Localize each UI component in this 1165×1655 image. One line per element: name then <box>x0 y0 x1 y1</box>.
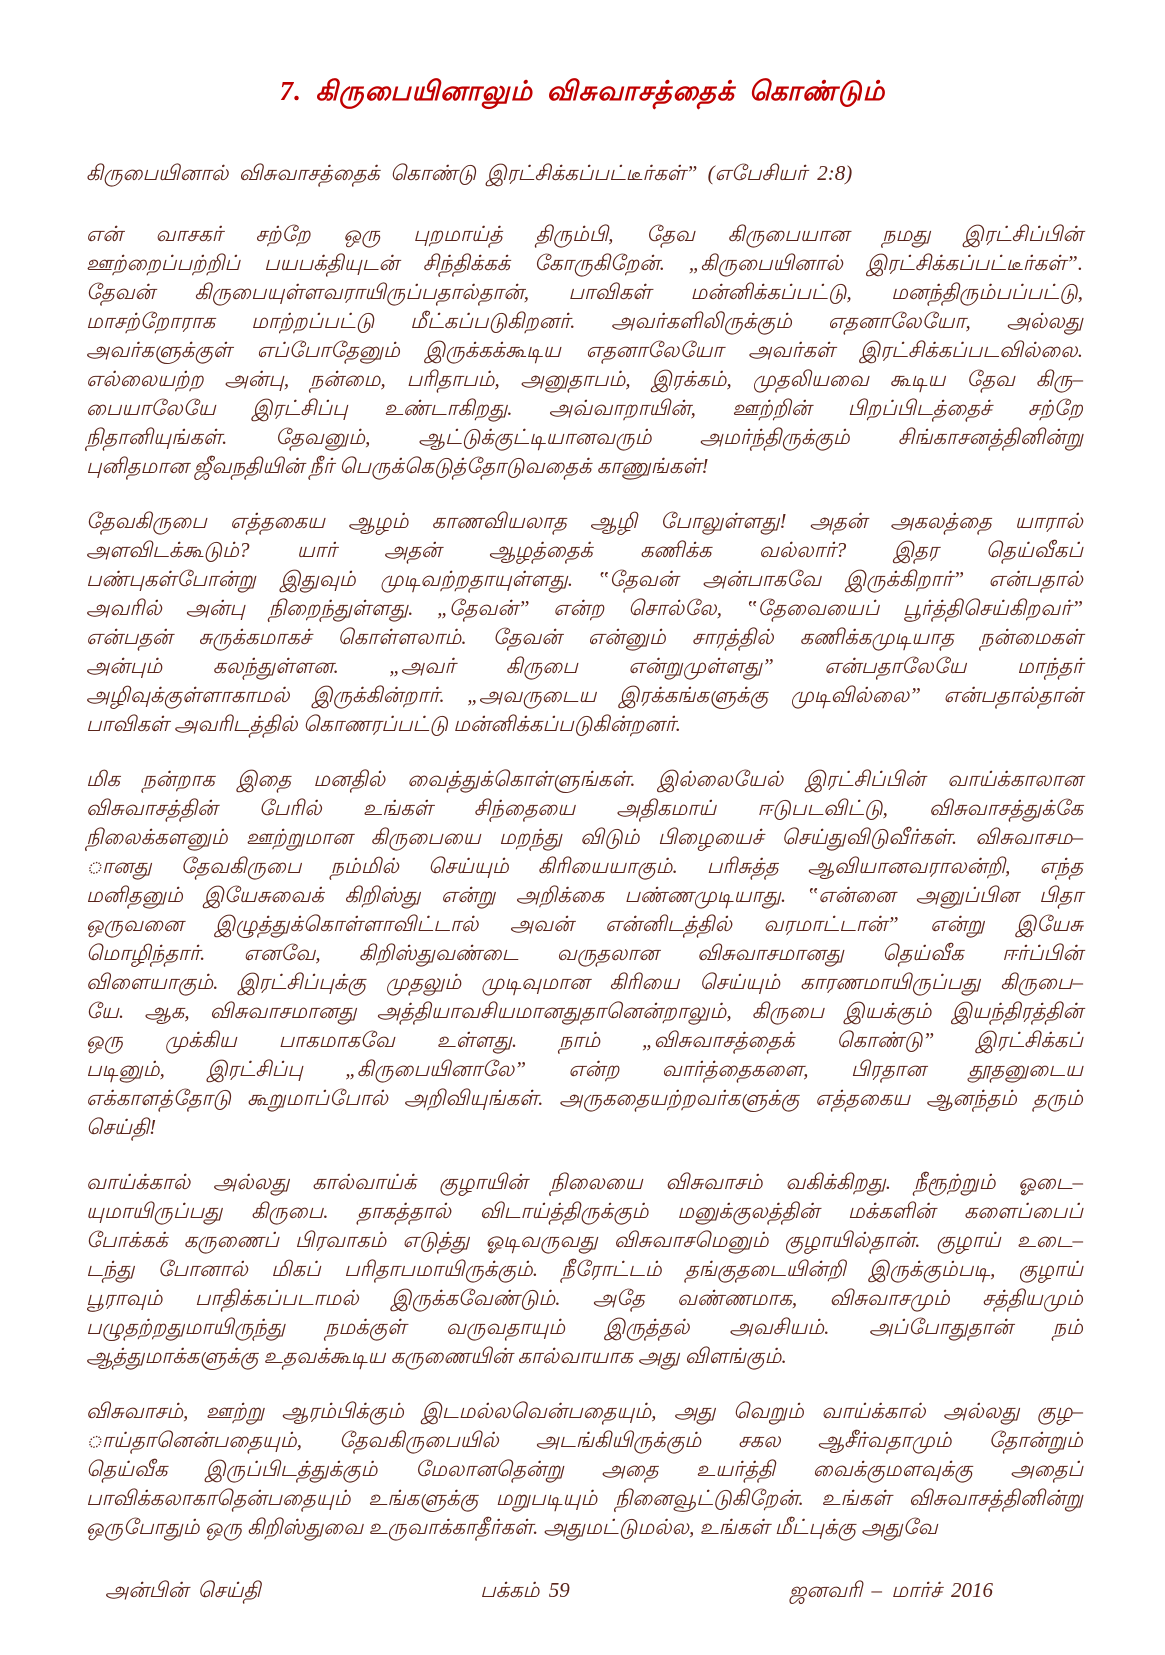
text-line: ஒருபோதும் ஒரு கிறிஸ்துவை உருவாக்காதீர்கள். அதுமட்டுமல்ல, உங்கள் மீட்புக்கு அதுவே <box>86 1515 938 1539</box>
text-line: எக்காளத்தோடு கூறுமாப்போல் அறிவியுங்கள். அருகதையற்றவர்களுக்கு எத்தகைய ஆனந்தம் தரும் <box>86 1086 1083 1110</box>
text-line: ஒரு முக்கிய பாகமாகவே உள்ளது. நாம் „விசுவாசத்தைக் கொண்டு” இரட்சிக்கப் <box>86 1028 1083 1052</box>
text-line: ாய்தானென்பதையும், தேவகிருபையில் அடங்கியிருக்கும் சகல ஆசீர்வதாமும் தோன்றும் <box>86 1428 1083 1452</box>
text-line: பூராவும் பாதிக்கப்படாமல் இருக்கவேண்டும். அதே வண்ணமாக, விசுவாசமும் சத்தியமும் <box>86 1286 1083 1310</box>
text-line: ஆத்துமாக்களுக்கு உதவக்கூடிய கருணையின் கால்வாயாக அது விளங்கும். <box>86 1344 787 1368</box>
text-line: தேவகிருபை எத்தகைய ஆழம் காணவியலாத ஆழி போலுள்ளது! அதன் அகலத்தை யாரால் <box>86 509 1083 533</box>
text-line: தேவன் கிருபையுள்ளவராயிருப்பதால்தான், பாவிகள் மன்னிக்கப்பட்டு, மனந்திரும்பப்பட்டு, <box>86 280 1083 304</box>
footer-page-number: பக்கம் 59 <box>480 1578 570 1602</box>
text-line: அளவிடக்கூடும்? யார் அதன் ஆழத்தைக் கணிக்க வல்லார்? இதர தெய்வீகப் <box>86 538 1083 562</box>
text-line: படினும், இரட்சிப்பு „கிருபையினாலே” என்ற வார்த்தைகளை, பிரதான தூதனுடைய <box>86 1057 1083 1081</box>
footer-issue-date: ஜனவரி – மார்ச் 2016 <box>789 1578 993 1602</box>
paragraph <box>86 1168 1083 1371</box>
text-line: புனிதமான ஜீவநதியின் நீர் பெருக்கெடுத்தோடுவதைக் காணுங்கள்! <box>86 454 709 478</box>
page-title: 7. கிருபையினாலும் விசுவாசத்தைக் கொண்டும் <box>279 76 886 106</box>
text-line: ஊற்றைப்பற்றிப் பயபக்தியுடன் சிந்திக்கக் கோருகிறேன். „கிருபையினால் இரட்சிக்கப்பட்டீர்கள்”. <box>86 251 1083 275</box>
text-line: மனிதனும் இயேசுவைக் கிறிஸ்து என்று அறிக்கை பண்ணமுடியாது. ‟என்னை அனுப்பின பிதா <box>86 883 1083 907</box>
text-line: பையாலேயே இரட்சிப்பு உண்டாகிறது. அவ்வாறாயின், ஊற்றின் பிறப்பிடத்தைச் சற்றே <box>86 396 1083 420</box>
paragraph <box>86 220 1083 481</box>
paragraph <box>86 1397 1083 1542</box>
text-line: நிதானியுங்கள். தேவனும், ஆட்டுக்குட்டியானவரும் அமர்ந்திருக்கும் சிங்காசனத்தினின்று <box>86 425 1083 449</box>
document-body <box>86 220 1083 1542</box>
scripture-quote: கிருபையினால் விசுவாசத்தைக் கொண்டு இரட்சிக்கப்பட்டீர்கள்” (எபேசியர் 2:8) <box>86 161 853 185</box>
text-line: மொழிந்தார். எனவே, கிறிஸ்துவண்டை வருதலான விசுவாசமானது தெய்வீக ஈர்ப்பின் <box>86 941 1083 965</box>
text-line: அவரில் அன்பு நிறைந்துள்ளது. „தேவன்” என்ற சொல்லே, ‟தேவையைப் பூர்த்திசெய்கிறவர்” <box>86 596 1083 620</box>
text-line: போக்கக் கருணைப் பிரவாகம் எடுத்து ஓடிவருவது விசுவாசமெனும் குழாயில்தான். குழாய் உடை– <box>86 1228 1083 1252</box>
text-line: அழிவுக்குள்ளாகாமல் இருக்கின்றார். „அவருடைய இரக்கங்களுக்கு முடிவில்லை” என்பதால்தான் <box>86 683 1083 707</box>
text-line: என் வாசகர் சற்றே ஒரு புறமாய்த் திரும்பி, தேவ கிருபையான நமது இரட்சிப்பின் <box>86 222 1083 246</box>
text-line: விளையாகும். இரட்சிப்புக்கு முதலும் முடிவுமான கிரியை செய்யும் காரணமாயிருப்பது கிருபை– <box>86 970 1083 994</box>
text-line: பண்புகள்போன்று இதுவும் முடிவற்றதாயுள்ளது. ‟தேவன் அன்பாகவே இருக்கிறார்” என்பதால் <box>86 567 1083 591</box>
text-line: டந்து போனால் மிகப் பரிதாபமாயிருக்கும். நீரோட்டம் தங்குதடையின்றி இருக்கும்படி, குழாய் <box>86 1257 1083 1281</box>
text-line: ானது தேவகிருபை நம்மில் செய்யும் கிரியையாகும். பரிசுத்த ஆவியானவராலன்றி, எந்த <box>86 854 1083 878</box>
text-line: எல்லையற்ற அன்பு, நன்மை, பரிதாபம், அனுதாபம், இரக்கம், முதலியவை கூடிய தேவ கிரு– <box>86 367 1083 391</box>
text-line: மாசற்றோராக மாற்றப்பட்டு மீட்கப்படுகிறனர். அவர்களிலிருக்கும் எதனாலேயோ, அல்லது <box>86 309 1083 333</box>
text-line: விசுவாசத்தின் பேரில் உங்கள் சிந்தையை அதிகமாய் ஈடுபடவிட்டு, விசுவாசத்துக்கே <box>86 796 1083 820</box>
footer-magazine-name: அன்பின் செய்தி <box>105 1578 261 1602</box>
text-line: பழுதற்றதுமாயிருந்து நமக்குள் வருவதாயும் இருத்தல் அவசியம். அப்போதுதான் நம் <box>86 1315 1083 1339</box>
text-line: செய்தி! <box>86 1115 157 1139</box>
paragraph <box>86 765 1083 1142</box>
text-line: அவர்களுக்குள் எப்போதேனும் இருக்கக்கூடிய எதனாலேயோ அவர்கள் இரட்சிக்கப்படவில்லை. <box>86 338 1083 362</box>
text-line: என்பதன் சுருக்கமாகச் கொள்ளலாம். தேவன் என்னும் சாரத்தில் கணிக்கமுடியாத நன்மைகள் <box>86 625 1083 649</box>
text-line: அன்பும் கலந்துள்ளன. „அவர் கிருபை என்றுமுள்ளது” என்பதாலேயே மாந்தர் <box>86 654 1083 678</box>
text-line: பாவிக்கலாகாதென்பதையும் உங்களுக்கு மறுபடியும் நினைவூட்டுகிறேன். உங்கள் விசுவாசத்தினின்று <box>86 1486 1083 1510</box>
text-line: வாய்க்கால் அல்லது கால்வாய்க் குழாயின் நிலையை விசுவாசம் வகிக்கிறது. நீரூற்றும் ஓடை– <box>86 1170 1083 1194</box>
paragraph <box>86 507 1083 739</box>
text-line: யுமாயிருப்பது கிருபை. தாகத்தால் விடாய்த்திருக்கும் மனுக்குலத்தின் மக்களின் களைப்பைப் <box>86 1199 1083 1223</box>
page-footer <box>105 1578 993 1605</box>
text-line: விசுவாசம், ஊற்று ஆரம்பிக்கும் இடமல்லவென்பதையும், அது வெறும் வாய்க்கால் அல்லது குழ– <box>86 1399 1083 1423</box>
text-line: பாவிகள் அவரிடத்தில் கொணரப்பட்டு மன்னிக்கப்படுகின்றனர். <box>86 712 681 736</box>
text-line: நிலைக்களனும் ஊற்றுமான கிருபையை மறந்து விடும் பிழையைச் செய்துவிடுவீர்கள். விசுவாசம– <box>86 825 1083 849</box>
text-line: யே. ஆக, விசுவாசமானது அத்தியாவசியமானதுதானென்றாலும், கிருபை இயக்கும் இயந்திரத்தின் <box>86 999 1083 1023</box>
text-line: தெய்வீக இருப்பிடத்துக்கும் மேலானதென்று அதை உயர்த்தி வைக்குமளவுக்கு அதைப் <box>86 1457 1083 1481</box>
text-line: ஒருவனை இழுத்துக்கொள்ளாவிட்டால் அவன் என்னிடத்தில் வரமாட்டான்” என்று இயேசு <box>86 912 1083 936</box>
text-line: மிக நன்றாக இதை மனதில் வைத்துக்கொள்ளுங்கள். இல்லையேல் இரட்சிப்பின் வாய்க்காலான <box>86 767 1083 791</box>
